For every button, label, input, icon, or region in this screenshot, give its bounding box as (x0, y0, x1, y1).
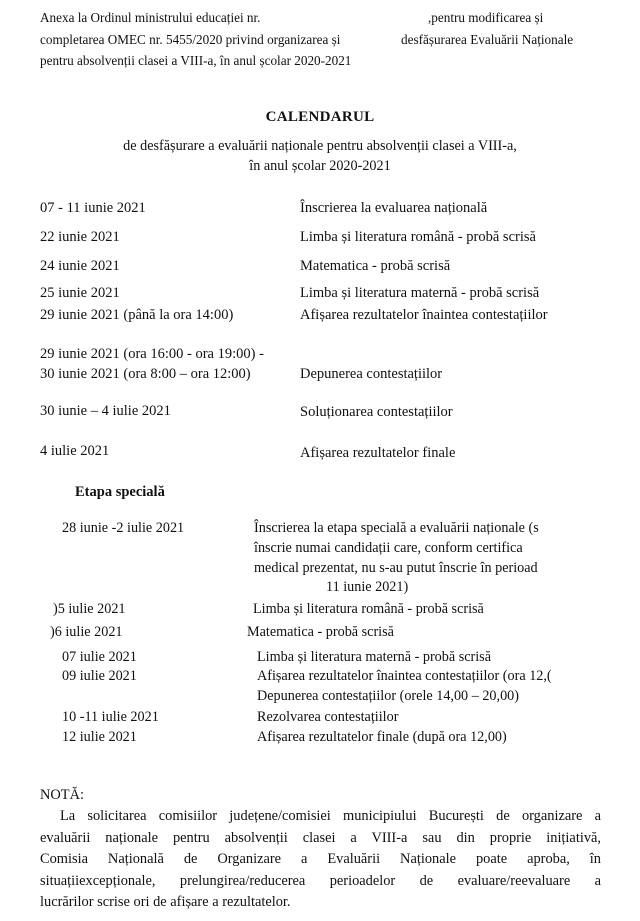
special-event: Afișarea rezultatelor finale (după ora 12,00) (257, 729, 507, 745)
schedule-event: Limba și literatura română - probă scrisă (300, 229, 536, 245)
schedule-date: 07 - 11 iunie 2021 (40, 200, 146, 216)
schedule-event: Depunerea contestațiilor (300, 366, 443, 382)
note-line: lucrărilor scrise ori de afișare a rezultatelor. (40, 894, 291, 910)
schedule-date: 30 iunie 2021 (ora 8:00 – ora 12:00) (40, 366, 251, 382)
page-subtitle-line-1: de desfășurare a evaluării naționale pentru absolvenții clasei a VIII-a, (123, 138, 517, 154)
schedule-date: 29 iunie 2021 (ora 16:00 - ora 19:00) - (40, 346, 264, 362)
schedule-date: 24 iunie 2021 (40, 258, 120, 274)
schedule-event: Înscrierea la evaluarea națională (300, 200, 488, 216)
special-date: )5 iulie 2021 (53, 601, 126, 617)
schedule-date: 25 iunie 2021 (40, 285, 120, 301)
schedule-event: Afișarea rezultatelor înaintea contestațiilor (300, 307, 548, 323)
note-line: La solicitarea comisiilor județene/comisiei municipiului București de organizare a (60, 808, 601, 824)
special-event: 11 iunie 2021) (326, 579, 409, 595)
header-left-line-1: Anexa la Ordinul ministrului educației nr. (40, 10, 261, 25)
schedule-date: 29 iunie 2021 (până la ora 14:00) (40, 307, 234, 323)
note-line: situațiiexcepționale, prelungirea/reducerea perioadelor de evaluare/reevaluare a (40, 873, 601, 889)
special-event: Limba și literatura română - probă scrisă (253, 601, 484, 617)
schedule-event: Limba și literatura maternă - probă scrisă (300, 285, 540, 301)
special-stage-heading: Etapa specială (75, 484, 165, 500)
special-date: 28 iunie -2 iulie 2021 (62, 520, 185, 536)
special-date: 07 iulie 2021 (62, 649, 137, 665)
schedule-event: Afișarea rezultatelor finale (300, 445, 456, 461)
schedule-date: 4 iulie 2021 (40, 443, 110, 459)
note-label: NOTĂ: (40, 787, 84, 803)
special-event: Matematica - probă scrisă (247, 624, 394, 640)
special-event: Limba și literatura maternă - probă scrisă (257, 649, 491, 665)
schedule-date: 30 iunie – 4 iulie 2021 (40, 403, 171, 419)
special-event: înscrie numai candidații care, conform certifica (254, 540, 523, 556)
special-date: 09 iulie 2021 (62, 668, 137, 684)
page-title: CALENDARUL (265, 109, 375, 125)
header-left-line-3: pentru absolvenții clasei a VIII-a, în anul școlar 2020-2021 (40, 53, 352, 68)
header-left-line-2: completarea OMEC nr. 5455/2020 privind organizarea și (40, 32, 341, 47)
note-line: evaluării naționale pentru absolvenții clasei a VIII-a sau din proprie inițiativă, (40, 830, 601, 846)
header-right-line-2: desfășurarea Evaluării Naționale (401, 32, 574, 47)
note-line: Comisia Națională de Organizare a Evaluării Naționale poate aproba, în (40, 851, 601, 867)
schedule-event: Matematica - probă scrisă (300, 258, 451, 274)
special-event: medical prezentat, nu s-au putut înscrie în perioad (254, 560, 538, 576)
special-event: Afișarea rezultatelor înaintea contestațiilor (ora 12,( (257, 668, 552, 684)
schedule-date: 22 iunie 2021 (40, 229, 120, 245)
header-right-line-1: ,pentru modificarea și (428, 10, 544, 25)
page-subtitle-line-2: în anul școlar 2020-2021 (249, 158, 391, 174)
special-event: Rezolvarea contestațiilor (257, 709, 399, 725)
special-date: 12 iulie 2021 (62, 729, 137, 745)
special-event: Înscrierea la etapa specială a evaluării naționale (s (254, 520, 539, 536)
special-date: )6 iulie 2021 (50, 624, 123, 640)
special-date: 10 -11 iulie 2021 (62, 709, 159, 725)
schedule-event: Soluționarea contestațiilor (300, 404, 453, 420)
special-event: Depunerea contestațiilor (orele 14,00 – 20,00) (257, 688, 519, 704)
